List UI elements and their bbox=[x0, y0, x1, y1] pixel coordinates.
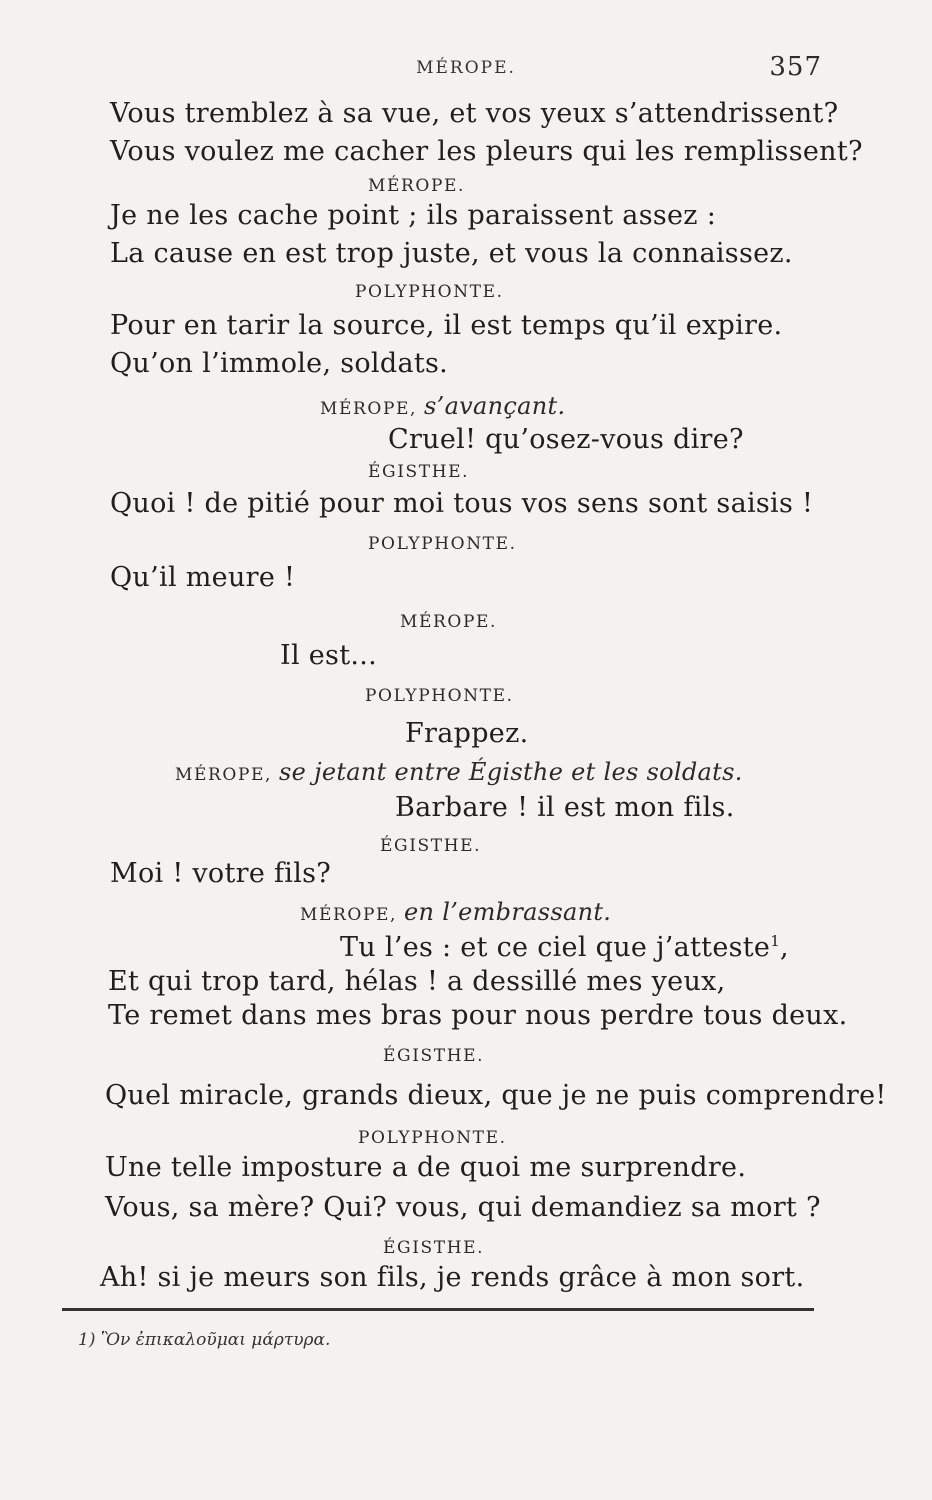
speaker-name: ÉGISTHE. bbox=[383, 1046, 485, 1066]
speaker-name: POLYPHONTE. bbox=[358, 1128, 507, 1148]
speaker-name: POLYPHONTE. bbox=[355, 282, 504, 302]
page-number: 357 bbox=[769, 52, 822, 82]
verse-line: Une telle imposture a de quoi me surprendre. bbox=[105, 1152, 747, 1183]
verse-line: Il est... bbox=[280, 640, 378, 671]
verse-line: Quel miracle, grands dieux, que je ne puis comprendre! bbox=[105, 1080, 887, 1111]
verse-line bbox=[340, 932, 789, 963]
verse-line: Moi ! votre fils? bbox=[110, 858, 332, 889]
speaker-with-stage-direction bbox=[300, 898, 611, 926]
verse-line: Je ne les cache point ; ils paraissent assez : bbox=[110, 200, 717, 231]
speaker-name: MÉROPE, bbox=[320, 399, 418, 419]
speaker-name: ÉGISTHE. bbox=[380, 836, 482, 856]
verse-line: Cruel! qu’osez-vous dire? bbox=[388, 424, 744, 455]
verse-line: Pour en tarir la source, il est temps qu’il expire. bbox=[110, 310, 783, 341]
speaker-name: MÉROPE, bbox=[175, 765, 273, 785]
footnote-text: Ὃν ἐπικαλοῦμαι μάρτυρα. bbox=[100, 1330, 331, 1350]
verse-line: Quoi ! de pitié pour moi tous vos sens sont saisis ! bbox=[110, 488, 814, 519]
running-head: MÉROPE. bbox=[416, 58, 516, 78]
footnote-marker: 1) bbox=[78, 1330, 96, 1350]
verse-punctuation: , bbox=[780, 932, 789, 963]
stage-direction: en l’embrassant. bbox=[404, 898, 612, 926]
verse-line: La cause en est trop juste, et vous la connaissez. bbox=[110, 238, 793, 269]
speaker-name: POLYPHONTE. bbox=[365, 686, 514, 706]
footnote-rule bbox=[62, 1308, 814, 1311]
footnote-reference: 1 bbox=[770, 932, 781, 950]
stage-direction: se jetant entre Égisthe et les soldats. bbox=[279, 758, 743, 786]
verse-line: Et qui trop tard, hélas ! a dessillé mes yeux, bbox=[108, 966, 726, 997]
footnote bbox=[78, 1330, 330, 1350]
verse-line: Te remet dans mes bras pour nous perdre tous deux. bbox=[108, 1000, 848, 1031]
verse-line: Frappez. bbox=[405, 718, 529, 749]
verse-line: Qu’on l’immole, soldats. bbox=[110, 348, 449, 379]
speaker-name: MÉROPE. bbox=[368, 176, 466, 196]
verse-line: Vous, sa mère? Qui? vous, qui demandiez sa mort ? bbox=[105, 1192, 821, 1223]
speaker-name: POLYPHONTE. bbox=[368, 534, 517, 554]
speaker-with-stage-direction bbox=[175, 758, 743, 786]
verse-line: Vous voulez me cacher les pleurs qui les remplissent? bbox=[110, 136, 863, 167]
speaker-name: MÉROPE, bbox=[300, 905, 398, 925]
speaker-with-stage-direction bbox=[320, 392, 565, 420]
verse-line: Vous tremblez à sa vue, et vos yeux s’attendrissent? bbox=[110, 98, 839, 129]
verse-line: Barbare ! il est mon fils. bbox=[395, 792, 735, 823]
stage-direction: s’avançant. bbox=[424, 392, 566, 420]
speaker-name: MÉROPE. bbox=[400, 612, 498, 632]
verse-line: Qu’il meure ! bbox=[110, 562, 296, 593]
speaker-name: ÉGISTHE. bbox=[383, 1238, 485, 1258]
speaker-name: ÉGISTHE. bbox=[368, 462, 470, 482]
verse-line: Ah! si je meurs son fils, je rends grâce à mon sort. bbox=[100, 1262, 805, 1293]
verse-text: Tu l’es : et ce ciel que j’atteste bbox=[340, 932, 771, 963]
